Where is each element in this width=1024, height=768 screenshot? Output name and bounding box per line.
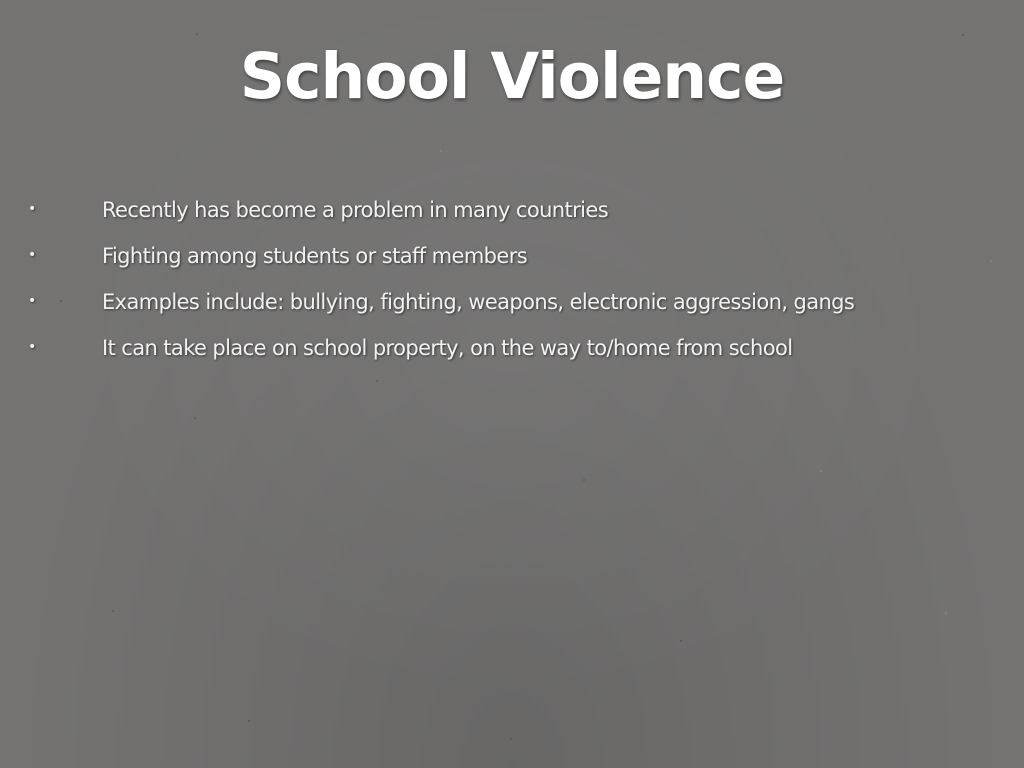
bullet-item (0, 237, 1024, 283)
bullet-icon: • (28, 247, 37, 263)
bullet-list (0, 191, 1024, 375)
bullet-text: Examples include: bullying, fighting, weapons, electronic aggression, gangs (102, 290, 855, 314)
bullet-text: Recently has become a problem in many countries (102, 198, 609, 222)
bullet-icon: • (28, 201, 37, 217)
bullet-item (0, 191, 1024, 237)
bullet-text: Fighting among students or staff members (102, 244, 528, 268)
bullet-item (0, 329, 1024, 375)
slide-title: School Violence (239, 40, 785, 113)
bullet-text: It can take place on school property, on the way to/home from school (102, 336, 793, 360)
bullet-item (0, 283, 1024, 329)
bullet-icon: • (28, 293, 37, 309)
bullet-icon: • (28, 339, 37, 355)
